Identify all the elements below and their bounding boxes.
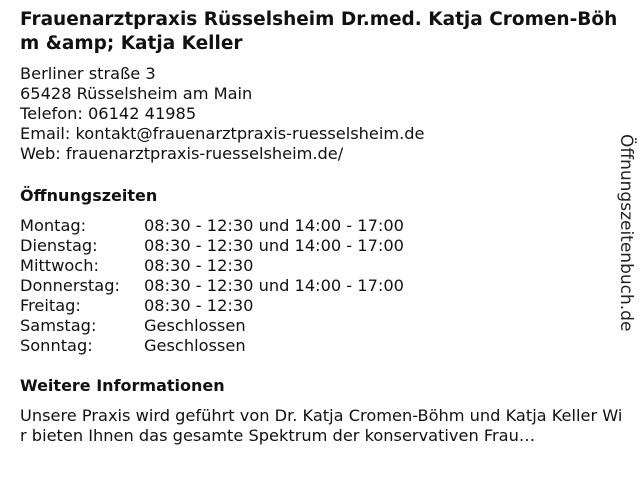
hours-value: Geschlossen <box>144 336 246 355</box>
day-label: Montag: <box>20 216 87 235</box>
info-heading: Weitere Informationen <box>20 376 225 395</box>
page-title: Frauenarztpraxis Rüsselsheim Dr.med. Katja Cromen-Böhm &amp; Katja Keller <box>20 9 618 54</box>
hours-value: 08:30 - 12:30 <box>144 296 254 315</box>
hours-row-tuesday <box>20 236 620 256</box>
hours-value: 08:30 - 12:30 <box>144 256 254 275</box>
address-city: 65428 Rüsselsheim am Main <box>20 84 253 103</box>
day-label: Sonntag: <box>20 336 93 355</box>
day-label: Freitag: <box>20 296 81 315</box>
hours-row-wednesday <box>20 256 620 276</box>
day-label: Mittwoch: <box>20 256 99 275</box>
address-street: Berliner straße 3 <box>20 64 156 83</box>
opening-hours-heading: Öffnungszeiten <box>20 186 158 205</box>
day-label: Dienstag: <box>20 236 98 255</box>
day-label: Samstag: <box>20 316 97 335</box>
watermark-text: Öffnungszeitenbuch.de <box>616 134 636 332</box>
hours-value: 08:30 - 12:30 und 14:00 - 17:00 <box>144 216 404 235</box>
opening-hours-table <box>20 216 620 356</box>
phone-line: Telefon: 06142 41985 <box>20 104 197 123</box>
web-line: Web: frauenarztpraxis-ruesselsheim.de/ <box>20 144 344 163</box>
practice-card <box>20 8 623 446</box>
email-line: Email: kontakt@frauenarztpraxis-ruesselsheim.de <box>20 124 425 143</box>
hours-row-sunday <box>20 336 620 356</box>
hours-row-friday <box>20 296 620 316</box>
info-text: Unsere Praxis wird geführt von Dr. Katja Cromen-Böhm und Katja Keller Wir bieten Ihnen das gesamte Spektrum der konservativen Frau… <box>20 406 623 445</box>
hours-value: Geschlossen <box>144 316 246 335</box>
day-label: Donnerstag: <box>20 276 120 295</box>
hours-value: 08:30 - 12:30 und 14:00 - 17:00 <box>144 276 404 295</box>
hours-row-monday <box>20 216 620 236</box>
hours-row-thursday <box>20 276 620 296</box>
contact-block <box>20 64 620 164</box>
hours-row-saturday <box>20 316 620 336</box>
hours-value: 08:30 - 12:30 und 14:00 - 17:00 <box>144 236 404 255</box>
